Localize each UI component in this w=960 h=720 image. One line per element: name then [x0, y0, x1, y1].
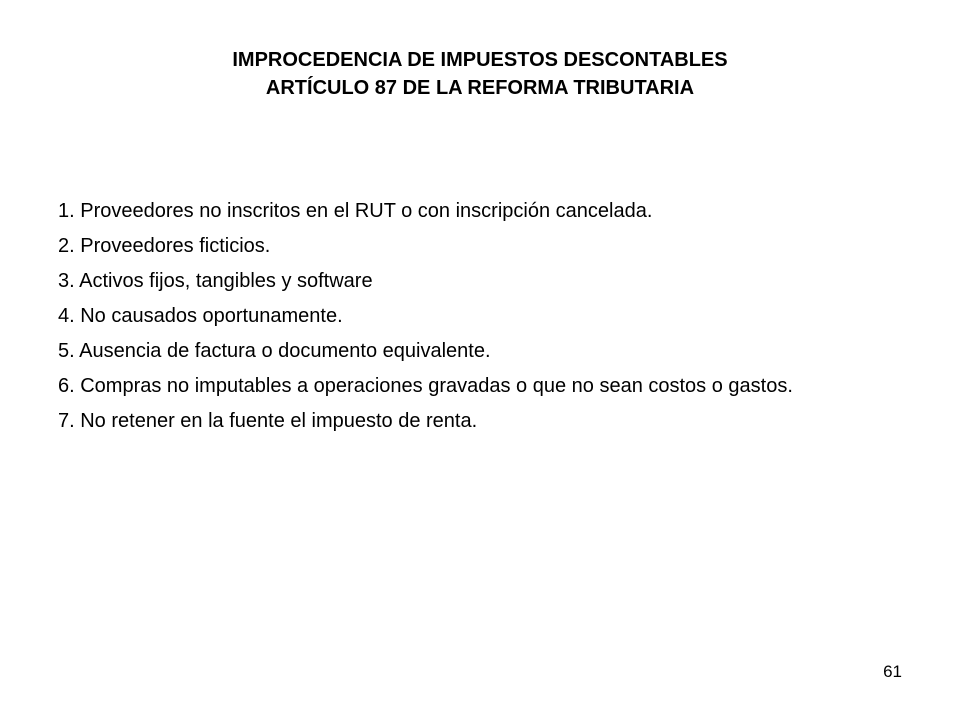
slide-title: [40, 46, 920, 102]
list-item: 5. Ausencia de factura o documento equivalente.: [58, 340, 491, 362]
list-item: 4. No causados oportunamente.: [58, 305, 343, 327]
list-item: 3. Activos fijos, tangibles y software: [58, 270, 373, 292]
list-item: 7. No retener en la fuente el impuesto de renta.: [58, 410, 478, 432]
list-item: 2. Proveedores ficticios.: [58, 235, 271, 257]
numbered-list: [58, 198, 878, 443]
list-item: 6. Compras no imputables a operaciones gravadas o que no sean costos o gastos.: [58, 375, 793, 397]
list-item: 1. Proveedores no inscritos en el RUT o con inscripción cancelada.: [58, 200, 653, 222]
slide-title-line-2: ARTÍCULO 87 DE LA REFORMA TRIBUTARIA: [265, 77, 695, 99]
page-number: 61: [883, 662, 902, 681]
slide-title-line-1: IMPROCEDENCIA DE IMPUESTOS DESCONTABLES: [232, 49, 728, 71]
